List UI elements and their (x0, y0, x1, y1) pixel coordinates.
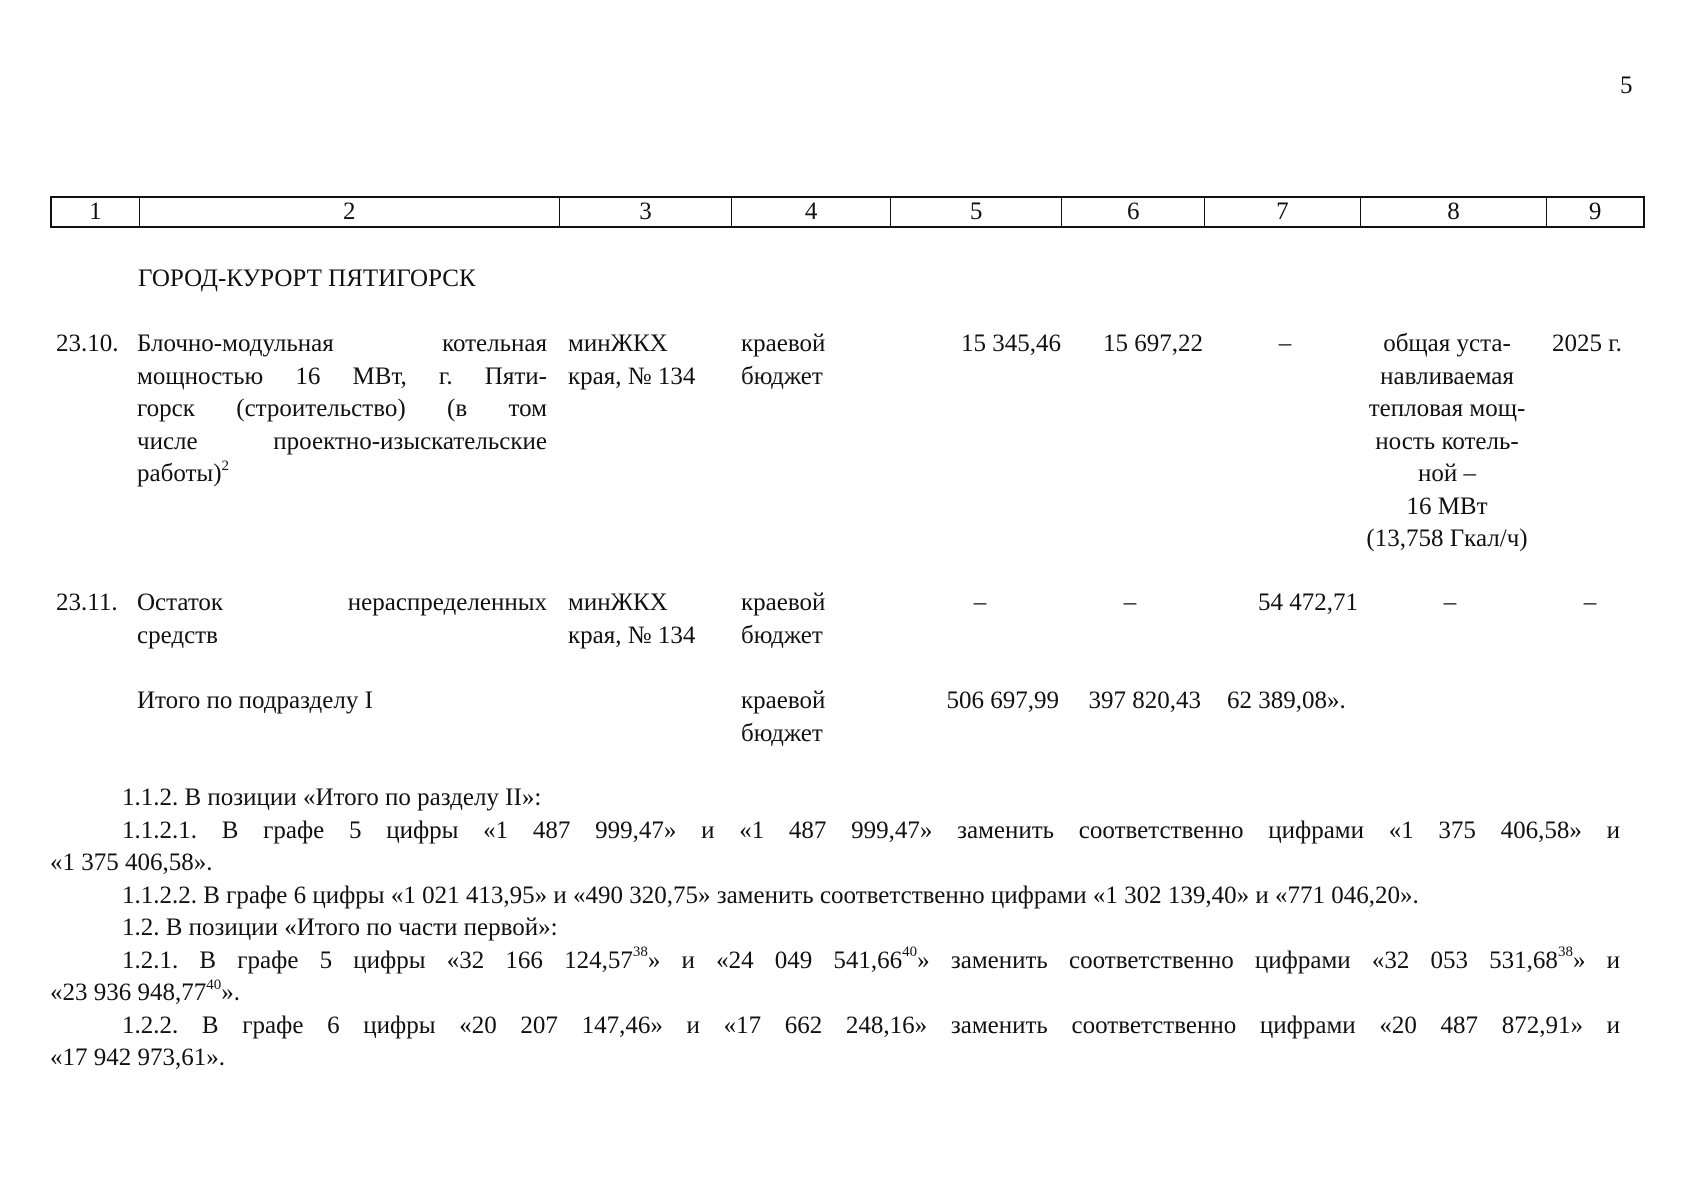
total-label: Итого по подразделу I (137, 687, 373, 714)
column-number-1: 1 (52, 198, 140, 226)
row-number: 23.11. (56, 589, 118, 616)
amendment-text (50, 782, 1620, 1075)
row-name: Блочно-модульная котельная мощностью 16 МВт, г. Пяти- горск (строительство) (в том числе проектно-изыскательские работы)$^2$ (137, 330, 547, 487)
row-col7: 54 472,71 (1258, 589, 1358, 616)
row-col5: – (973, 589, 987, 616)
paragraph-1-2-1-line-1: 1.2.1. В графе 5 цифры «32 166 124,57$^{38}$» и «24 049 541,66$^{40}$» заменить соответственно цифрами «32 053 531,68$^{38}$» и (122, 944, 1620, 974)
row-col7: – (1278, 330, 1292, 357)
section-title: ГОРОД-КУРОРТ ПЯТИГОРСК (138, 265, 476, 292)
row-source: краевой бюджет (741, 330, 826, 390)
total-col5: 506 697,99 (946, 687, 1059, 714)
column-number-6: 6 (1062, 198, 1205, 226)
column-number-5: 5 (891, 198, 1063, 226)
total-col6: 397 820,43 (1088, 687, 1201, 714)
row-name: Остаток нераспределенных средств (137, 589, 547, 649)
paragraph-1-2-1-line-2: «23 936 948,77$^{40}$». (50, 976, 240, 1006)
column-number-2: 2 (140, 198, 560, 226)
table-column-numbers (50, 196, 1645, 228)
column-number-7: 7 (1205, 198, 1361, 226)
page-number: 5 (1620, 72, 1633, 99)
column-number-3: 3 (560, 198, 733, 226)
row-col8: общая уста- навливаемая тепловая мощ- ность котель- ной – 16 МВт (13,758 Гкал/ч) (1366, 330, 1528, 552)
row-customer: минЖКХ края, № 134 (568, 589, 696, 649)
paragraph-1-1-2-2: 1.1.2.2. В графе 6 цифры «1 021 413,95» и «490 320,75» заменить соответственно цифрами «1 302 139,40» и «771 046,20». (122, 881, 1419, 909)
row-col9: 2025 г. (1552, 330, 1622, 357)
paragraph-1-1-2-1-line-2: «1 375 406,58». (50, 849, 213, 876)
row-col5: 15 345,46 (961, 330, 1061, 357)
total-source: краевой бюджет (741, 687, 826, 747)
row-customer: минЖКХ края, № 134 (568, 330, 696, 390)
row-col6: 15 697,22 (1103, 330, 1203, 357)
column-number-9: 9 (1588, 198, 1602, 225)
column-number-8: 8 (1361, 198, 1548, 226)
paragraph-1-1-2-1-line-1: 1.1.2.1. В графе 5 цифры «1 487 999,47» и «1 487 999,47» заменить соответственно цифрами «1 375 406,58» и (122, 816, 1620, 844)
paragraph-1-2: 1.2. В позиции «Итого по части первой»: (122, 914, 558, 941)
row-col6: – (1123, 589, 1137, 616)
total-col7: 62 389,08». (1227, 687, 1346, 714)
row-col8: – (1443, 589, 1457, 616)
paragraph-1-2-2-line-1: 1.2.2. В графе 6 цифры «20 207 147,46» и «17 662 248,16» заменить соответственно цифрами «20 487 872,91» и (122, 1011, 1620, 1039)
paragraph-1-1-2: 1.1.2. В позиции «Итого по разделу II»: (122, 784, 542, 811)
row-number: 23.10. (56, 330, 119, 357)
paragraph-1-2-2-line-2: «17 942 973,61». (50, 1044, 225, 1071)
row-col9: – (1583, 589, 1597, 616)
column-number-4: 4 (732, 198, 891, 226)
row-source: краевой бюджет (741, 589, 826, 649)
